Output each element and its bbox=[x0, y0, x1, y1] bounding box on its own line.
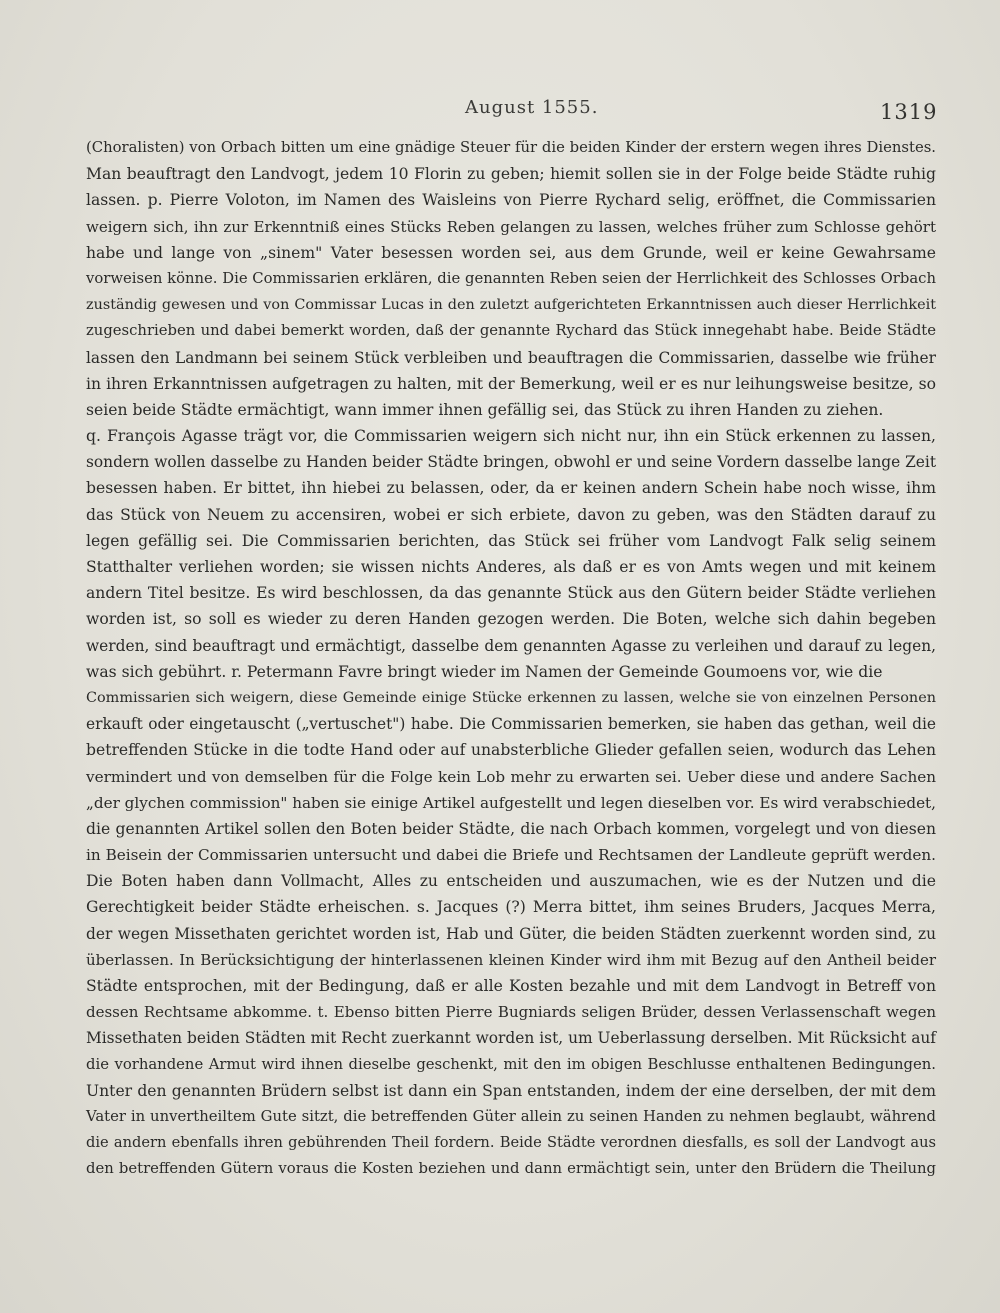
text-line: worden ist, so soll es wieder zu deren Handen gezogen werden. Die Boten, welche sich dahin begeben bbox=[86, 610, 936, 629]
text-line: betreffenden Stücke in die todte Hand oder auf unabsterbliche Glieder gefallen seien, wodurch das Lehen bbox=[86, 741, 936, 760]
text-line: legen gefällig sei. Die Commissarien berichten, das Stück sei früher vom Landvogt Falk selig seinem bbox=[86, 531, 936, 550]
text-line: Commissarien sich weigern, diese Gemeinde einige Stücke erkennen zu lassen, welche sie von einzelnen Personen bbox=[86, 689, 936, 706]
text-line: vorweisen könne. Die Commissarien erklären, die genannten Reben seien der Herrlichkeit des Schlosses Orbach bbox=[86, 269, 936, 287]
text-line: zugeschrieben und dabei bemerkt worden, daß der genannte Rychard das Stück innegehabt habe. Beide Städte bbox=[86, 322, 936, 340]
text-line: sondern wollen dasselbe zu Handen beider Städte bringen, obwohl er und seine Vordern dasselbe lange Zeit bbox=[86, 453, 937, 472]
text-line: Städte entsprochen, mit der Bedingung, daß er alle Kosten bezahle und mit dem Landvogt in Betreff von bbox=[86, 977, 936, 995]
text-line: Statthalter verliehen worden; sie wissen nichts Anderes, als daß er es von Amts wegen und mit keinem bbox=[86, 558, 936, 576]
text-line: Missethaten beiden Städten mit Recht zuerkannt worden ist, um Ueberlassung derselben. Mit Rücksicht auf bbox=[86, 1029, 936, 1048]
text-line: den betreffenden Gütern voraus die Kosten beziehen und dann ermächtigt sein, unter den Brüdern die Theilung bbox=[86, 1160, 936, 1178]
text-line: das Stück von Neuem zu accensiren, wobei er sich erbiete, davon zu geben, was den Städten darauf zu bbox=[86, 505, 936, 524]
page-number: 1319 bbox=[880, 100, 938, 124]
text-line: Man beauftragt den Landvogt, jedem 10 Florin zu geben; hiemit sollen sie in der Folge beide Städte ruhig bbox=[86, 165, 936, 184]
text-line: werden, sind beauftragt und ermächtigt, dasselbe dem genannten Agasse zu verleihen und darauf zu legen, bbox=[86, 636, 936, 655]
text-line: was sich gebührt. r. Petermann Favre bringt wieder im Namen der Gemeinde Goumoens vor, wie die bbox=[86, 662, 883, 681]
text-line: in ihren Erkanntnissen aufgetragen zu halten, mit der Bemerkung, weil er es nur leihungsweise besitze, so bbox=[86, 374, 936, 393]
running-head-title: August 1555. bbox=[465, 97, 599, 118]
text-line: Unter den genannten Brüdern selbst ist dann ein Span entstanden, indem der eine derselben, der mit dem bbox=[86, 1081, 936, 1100]
text-line: Vater in unvertheiltem Gute sitzt, die betreffenden Güter allein zu seinen Handen zu nehmen beglaubt, während bbox=[86, 1107, 936, 1125]
text-line: q. François Agasse trägt vor, die Commissarien weigern sich nicht nur, ihn ein Stück erkennen zu lassen, bbox=[86, 427, 936, 446]
text-line: erkauft oder eingetauscht („vertuschet") habe. Die Commissarien bemerken, sie haben das gethan, weil die bbox=[86, 715, 936, 734]
text-line: Gerechtigkeit beider Städte erheischen. s. Jacques (?) Merra bittet, ihm seines Bruders, Jacques Merra, bbox=[86, 898, 936, 917]
text-line: (Choralisten) von Orbach bitten um eine gnädige Steuer für die beiden Kinder der erstern wegen ihres Dienstes. bbox=[86, 139, 936, 156]
running-head bbox=[0, 97, 1000, 131]
text-line: Die Boten haben dann Vollmacht, Alles zu entscheiden und auszumachen, wie es der Nutzen und die bbox=[86, 872, 936, 891]
text-line: weigern sich, ihn zur Erkenntniß eines Stücks Reben gelangen zu lassen, welches früher zum Schlosse gehört bbox=[86, 217, 936, 236]
text-line: seien beide Städte ermächtigt, wann immer ihnen gefällig sei, das Stück zu ihren Handen zu ziehen. bbox=[86, 400, 884, 419]
text-line: vermindert und von demselben für die Folge kein Lob mehr zu erwarten sei. Ueber diese und andere Sachen bbox=[86, 767, 936, 786]
text-line: besessen haben. Er bittet, ihn hiebei zu belassen, oder, da er keinen andern Schein habe noch wisse, ihm bbox=[86, 479, 936, 498]
text-line: lassen den Landmann bei seinem Stück verbleiben und beauftragen die Commissarien, dasselbe wie früher bbox=[86, 348, 936, 367]
text-line: dessen Rechtsame abkomme. t. Ebenso bitten Pierre Bugniards seligen Brüder, dessen Verlassenschaft wegen bbox=[86, 1003, 936, 1022]
text-line: habe und lange von „sinem" Vater besessen worden sei, aus dem Grunde, weil er keine Gewahrsame bbox=[86, 243, 936, 262]
text-line: zuständig gewesen und von Commissar Lucas in den zuletzt aufgerichteten Erkanntnissen auch dieser Herrlichkeit bbox=[86, 297, 936, 314]
text-line: die genannten Artikel sollen den Boten beider Städte, die nach Orbach kommen, vorgelegt und von diesen bbox=[86, 819, 936, 838]
text-line: überlassen. In Berücksichtigung der hinterlassenen kleinen Kinder wird ihm mit Bezug auf den Antheil beider bbox=[86, 950, 936, 969]
text-line: der wegen Missethaten gerichtet worden ist, Hab und Güter, die beiden Städten zuerkennt worden sind, zu bbox=[86, 924, 936, 943]
text-line: in Beisein der Commissarien untersucht und dabei die Briefe und Rechtsamen der Landleute geprüft werden. bbox=[86, 846, 936, 865]
text-line: die vorhandene Armut wird ihnen dieselbe geschenkt, mit den im obigen Beschlusse enthaltenen Bedingungen. bbox=[86, 1055, 936, 1073]
text-line: andern Titel besitze. Es wird beschlossen, da das genannte Stück aus den Gütern beider Städte verliehen bbox=[86, 584, 936, 603]
body-text bbox=[86, 135, 936, 1183]
text-line: lassen. p. Pierre Voloton, im Namen des Waisleins von Pierre Rychard selig, eröffnet, die Commissarien bbox=[86, 191, 936, 210]
text-line: „der glychen commission" haben sie einige Artikel aufgestellt und legen dieselben vor. Es wird verabschiedet, bbox=[86, 793, 936, 812]
text-line: die andern ebenfalls ihren gebührenden Theil fordern. Beide Städte verordnen diesfalls, es soll der Landvogt aus bbox=[86, 1134, 936, 1152]
